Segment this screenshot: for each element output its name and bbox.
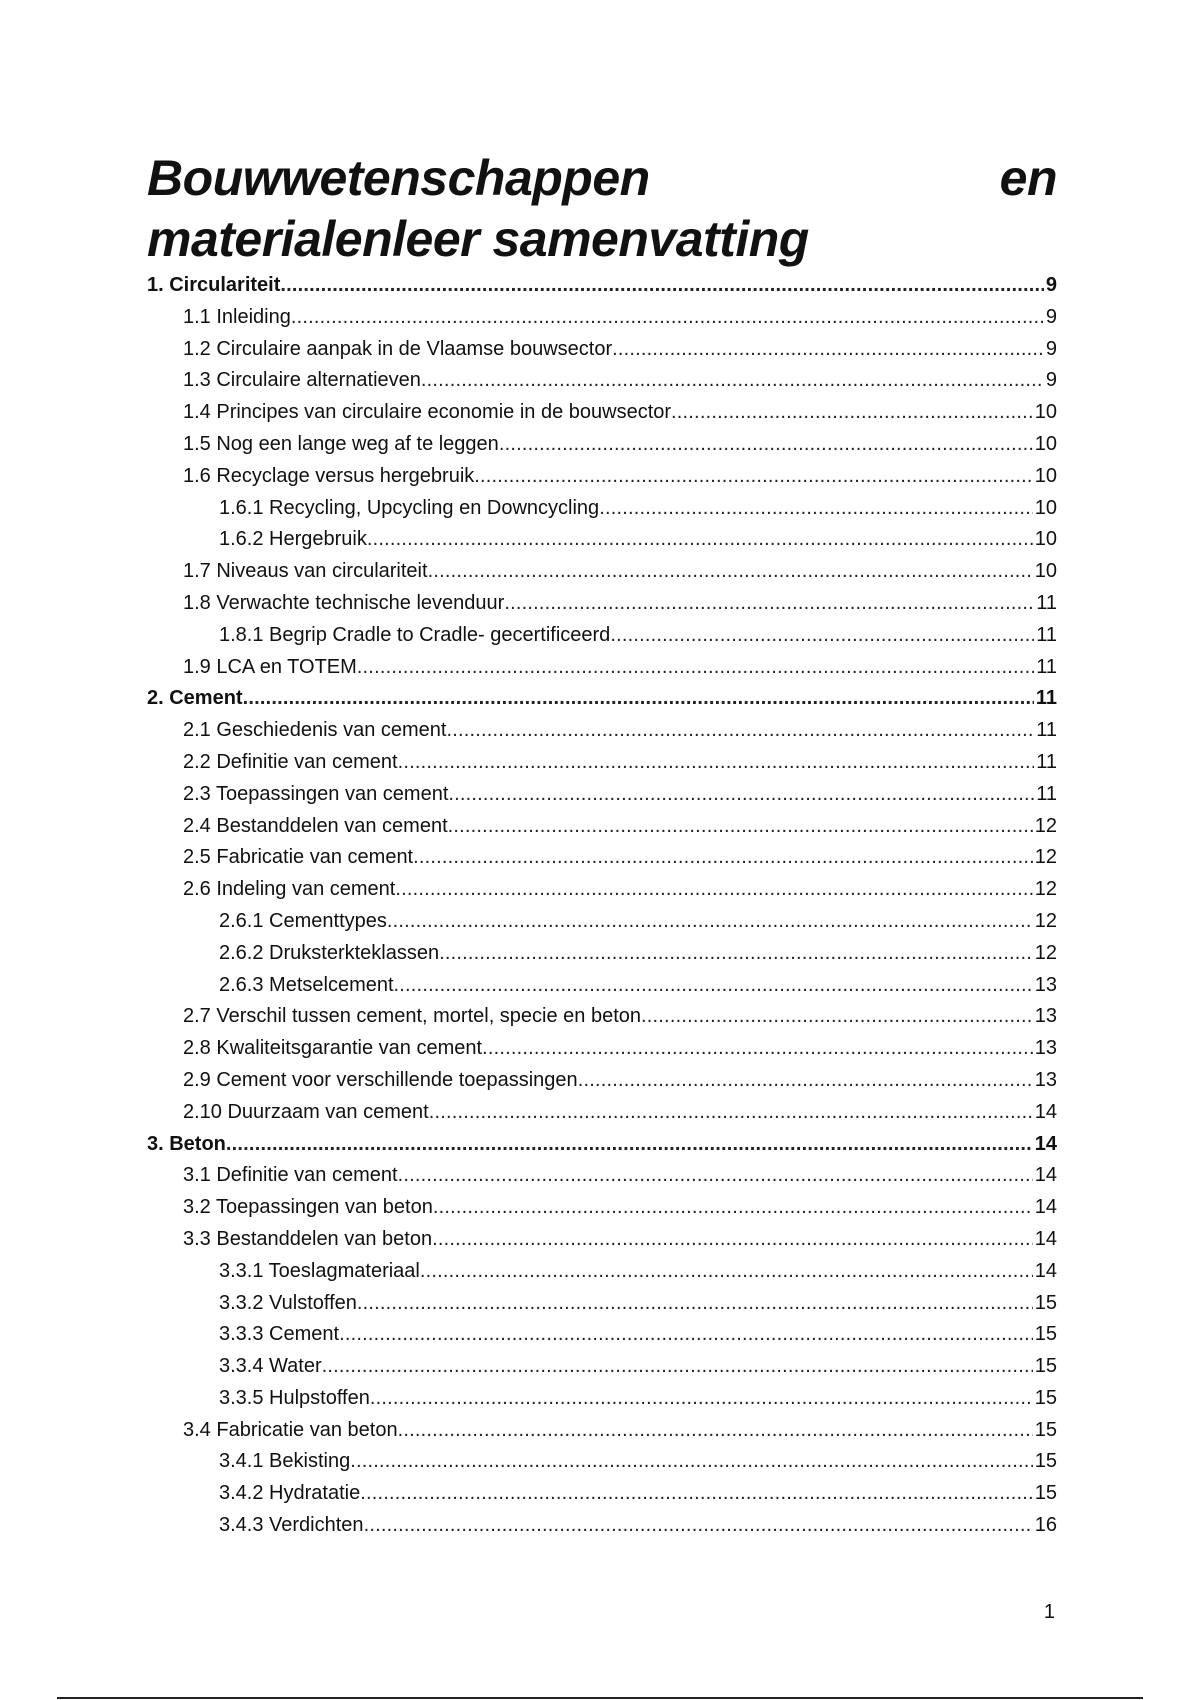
- toc-entry-label: 2.6.2 Druksterkteklassen: [219, 941, 440, 964]
- toc-entry-page: 14: [1034, 1100, 1057, 1123]
- toc-entry-page: 11: [1036, 655, 1057, 678]
- toc-dot-leader: [448, 811, 1033, 843]
- toc-entry[interactable]: [147, 1415, 1057, 1447]
- toc-entry[interactable]: [147, 970, 1057, 1002]
- toc-entry-page: 9: [1045, 274, 1057, 296]
- toc-entry-label: 1.8.1 Begrip Cradle to Cradle- gecertificeerd: [219, 623, 611, 646]
- toc-entry-page: 14: [1034, 1132, 1057, 1155]
- toc-entry-label: 1.2 Circulaire aanpak in de Vlaamse bouwsector: [183, 337, 613, 360]
- toc-entry-page: 15: [1034, 1482, 1057, 1505]
- toc-entry[interactable]: [147, 1256, 1057, 1288]
- toc-entry-label: 2.6.3 Metselcement: [219, 973, 394, 996]
- toc-entry[interactable]: [147, 270, 1057, 302]
- toc-entry-label: 1.7 Niveaus van circulariteit: [183, 560, 428, 583]
- toc-dot-leader: [641, 1001, 1033, 1033]
- toc-entry[interactable]: [147, 588, 1057, 620]
- toc-dot-leader: [350, 1446, 1033, 1478]
- toc-entry-page: 10: [1034, 560, 1057, 583]
- toc-entry[interactable]: [147, 1065, 1057, 1097]
- toc-entry-label: 1.1 Inleiding: [183, 305, 291, 328]
- toc-entry-label: 3.3 Bestanddelen van beton: [183, 1227, 433, 1250]
- toc-entry-label: 3.4 Fabricatie van beton: [183, 1418, 398, 1441]
- toc-dot-leader: [420, 1256, 1033, 1288]
- toc-entry-label: 3.4.1 Bekisting: [219, 1450, 351, 1473]
- toc-entry-page: 11: [1035, 687, 1057, 710]
- toc-entry-page: 11: [1036, 623, 1057, 646]
- toc-entry-label: 3.2 Toepassingen van beton: [183, 1196, 433, 1219]
- toc-entry-page: 11: [1036, 591, 1057, 614]
- toc-entry-page: 13: [1034, 1037, 1057, 1060]
- document-title: [147, 148, 1057, 270]
- toc-dot-leader: [578, 1065, 1033, 1097]
- toc-entry-page: 15: [1034, 1450, 1057, 1473]
- toc-entry[interactable]: [147, 1319, 1057, 1351]
- toc-entry-label: 2.7 Verschil tussen cement, mortel, specie en beton: [183, 1005, 642, 1028]
- toc-dot-leader: [671, 397, 1033, 429]
- toc-entry[interactable]: [147, 1129, 1057, 1161]
- toc-entry-label: 1.9 LCA en TOTEM: [183, 655, 357, 678]
- toc-entry[interactable]: [147, 1510, 1057, 1542]
- toc-entry[interactable]: [147, 1446, 1057, 1478]
- toc-dot-leader: [413, 842, 1033, 874]
- toc-entry-page: 15: [1034, 1386, 1057, 1409]
- toc-entry-page: 14: [1034, 1196, 1057, 1219]
- toc-entry[interactable]: [147, 493, 1057, 525]
- toc-dot-leader: [357, 652, 1034, 684]
- toc-dot-leader: [243, 683, 1034, 715]
- toc-dot-leader: [482, 1033, 1033, 1065]
- toc-entry[interactable]: [147, 429, 1057, 461]
- toc-entry-page: 14: [1034, 1227, 1057, 1250]
- toc-entry[interactable]: [147, 747, 1057, 779]
- toc-entry[interactable]: [147, 779, 1057, 811]
- toc-entry-label: 1.5 Nog een lange weg af te leggen: [183, 432, 499, 455]
- toc-entry[interactable]: [147, 715, 1057, 747]
- toc-dot-leader: [610, 620, 1034, 652]
- toc-entry[interactable]: [147, 811, 1057, 843]
- title-line-1-right: en: [999, 150, 1057, 206]
- toc-entry-label: 2.2 Definitie van cement: [183, 750, 398, 773]
- toc-entry-label: 2.4 Bestanddelen van cement: [183, 814, 448, 837]
- toc-entry-page: 13: [1034, 1068, 1057, 1091]
- toc-entry-page: 12: [1034, 846, 1057, 869]
- toc-entry-label: 3.1 Definitie van cement: [183, 1164, 398, 1187]
- toc-dot-leader: [339, 1319, 1033, 1351]
- toc-entry[interactable]: [147, 302, 1057, 334]
- toc-dot-leader: [429, 1097, 1033, 1129]
- toc-dot-leader: [499, 429, 1033, 461]
- toc-entry[interactable]: [147, 1192, 1057, 1224]
- toc-entry-page: 9: [1045, 369, 1057, 392]
- toc-entry-page: 12: [1034, 909, 1057, 932]
- toc-dot-leader: [612, 334, 1044, 366]
- toc-entry-label: 3.4.3 Verdichten: [219, 1514, 364, 1537]
- toc-entry-page: 9: [1045, 337, 1057, 360]
- toc-dot-leader: [364, 1510, 1033, 1542]
- toc-dot-leader: [360, 1478, 1033, 1510]
- toc-dot-leader: [291, 302, 1044, 334]
- toc-entry-page: 12: [1034, 814, 1057, 837]
- toc-entry-page: 13: [1034, 973, 1057, 996]
- toc-entry-label: 3.3.4 Water: [219, 1355, 322, 1378]
- toc-entry-label: 2.9 Cement voor verschillende toepassingen: [183, 1068, 578, 1091]
- toc-entry-page: 15: [1034, 1418, 1057, 1441]
- page-number: 1: [1043, 1601, 1055, 1623]
- toc-dot-leader: [599, 493, 1033, 525]
- toc-entry[interactable]: [147, 1224, 1057, 1256]
- toc-entry-label: 2.3 Toepassingen van cement: [183, 782, 449, 805]
- toc-entry-label: 2.5 Fabricatie van cement: [183, 846, 414, 869]
- toc-entry-label: 3.3.2 Vulstoffen: [219, 1291, 357, 1314]
- title-line-1: [147, 148, 1057, 209]
- toc-entry[interactable]: [147, 842, 1057, 874]
- toc-entry[interactable]: [147, 397, 1057, 429]
- toc-entry-label: 1.8 Verwachte technische levenduur: [183, 591, 505, 614]
- toc-entry-page: 14: [1034, 1259, 1057, 1282]
- toc-entry[interactable]: [147, 334, 1057, 366]
- toc-entry[interactable]: [147, 1351, 1057, 1383]
- toc-entry[interactable]: [147, 556, 1057, 588]
- toc-dot-leader: [367, 524, 1033, 556]
- toc-entry[interactable]: [147, 461, 1057, 493]
- toc-entry-label: 2.10 Duurzaam van cement: [183, 1100, 429, 1123]
- toc-entry-page: 11: [1036, 719, 1057, 742]
- toc-entry[interactable]: [147, 938, 1057, 970]
- toc-dot-leader: [398, 747, 1035, 779]
- toc-entry[interactable]: [147, 1033, 1057, 1065]
- toc-dot-leader: [433, 1192, 1033, 1224]
- toc-entry[interactable]: [147, 1288, 1057, 1320]
- toc-dot-leader: [439, 938, 1033, 970]
- toc-entry[interactable]: [147, 906, 1057, 938]
- toc-dot-leader: [357, 1288, 1033, 1320]
- toc-entry-page: 10: [1034, 496, 1057, 519]
- toc-entry-page: 10: [1034, 401, 1057, 424]
- toc-entry-page: 9: [1045, 305, 1057, 328]
- toc-entry-label: 2.6 Indeling van cement: [183, 878, 396, 901]
- toc-entry-page: 15: [1034, 1323, 1057, 1346]
- toc-entry[interactable]: [147, 620, 1057, 652]
- toc-entry-page: 12: [1034, 941, 1057, 964]
- toc-dot-leader: [280, 270, 1043, 302]
- toc-entry[interactable]: [147, 1160, 1057, 1192]
- toc-entry[interactable]: [147, 652, 1057, 684]
- toc-entry[interactable]: [147, 1478, 1057, 1510]
- toc-entry[interactable]: [147, 524, 1057, 556]
- toc-entry-page: 10: [1034, 464, 1057, 487]
- toc-entry[interactable]: [147, 1097, 1057, 1129]
- toc-dot-leader: [398, 1160, 1033, 1192]
- toc-entry-label: 1.3 Circulaire alternatieven: [183, 369, 421, 392]
- toc-entry[interactable]: [147, 683, 1057, 715]
- toc-entry[interactable]: [147, 874, 1057, 906]
- toc-dot-leader: [370, 1383, 1033, 1415]
- toc-entry-label: 2.6.1 Cementtypes: [219, 909, 387, 932]
- toc-entry-page: 15: [1034, 1291, 1057, 1314]
- toc-entry[interactable]: [147, 1001, 1057, 1033]
- toc-entry-label: 1.4 Principes van circulaire economie in de bouwsector: [183, 401, 672, 424]
- toc-entry-label: 3.4.2 Hydratatie: [219, 1482, 361, 1505]
- toc-entry[interactable]: [147, 1383, 1057, 1415]
- toc-dot-leader: [448, 779, 1034, 811]
- toc-entry-page: 13: [1034, 1005, 1057, 1028]
- toc-entry[interactable]: [147, 365, 1057, 397]
- toc-entry-label: 2.1 Geschiedenis van cement: [183, 719, 447, 742]
- toc-entry-page: 11: [1036, 750, 1057, 773]
- toc-entry-label: 1. Circulariteit: [147, 274, 281, 296]
- toc-entry-label: 3.3.3 Cement: [219, 1323, 340, 1346]
- toc-dot-leader: [447, 715, 1035, 747]
- toc-dot-leader: [226, 1129, 1033, 1161]
- toc-entry-label: 1.6.1 Recycling, Upcycling en Downcycling: [219, 496, 600, 519]
- toc-dot-leader: [398, 1415, 1033, 1447]
- title-line-1-left: Bouwwetenschappen: [147, 150, 650, 206]
- toc-dot-leader: [322, 1351, 1033, 1383]
- toc-entry-page: 16: [1034, 1514, 1057, 1537]
- toc-dot-leader: [395, 874, 1032, 906]
- toc-dot-leader: [504, 588, 1034, 620]
- table-of-contents: [147, 270, 1057, 1542]
- toc-entry-page: 12: [1034, 878, 1057, 901]
- footer-divider: [57, 1697, 1143, 1699]
- toc-entry-page: 10: [1034, 528, 1057, 551]
- toc-dot-leader: [432, 1224, 1033, 1256]
- toc-entry-label: 3. Beton: [147, 1132, 226, 1155]
- toc-entry-page: 15: [1034, 1355, 1057, 1378]
- toc-entry-label: 2.8 Kwaliteitsgarantie van cement: [183, 1037, 483, 1060]
- toc-entry-page: 10: [1034, 432, 1057, 455]
- toc-entry-label: 3.3.1 Toeslagmateriaal: [219, 1259, 420, 1282]
- toc-entry-page: 11: [1036, 782, 1057, 805]
- toc-dot-leader: [387, 906, 1033, 938]
- toc-entry-page: 14: [1034, 1164, 1057, 1187]
- title-line-2: materialenleer samenvatting: [147, 211, 809, 267]
- toc-entry-label: 1.6.2 Hergebruik: [219, 528, 367, 551]
- toc-entry-label: 2. Cement: [147, 687, 243, 710]
- toc-entry-label: 1.6 Recyclage versus hergebruik: [183, 464, 475, 487]
- toc-dot-leader: [421, 365, 1044, 397]
- toc-entry-label: 3.3.5 Hulpstoffen: [219, 1386, 370, 1409]
- toc-dot-leader: [474, 461, 1032, 493]
- toc-dot-leader: [394, 970, 1033, 1002]
- toc-dot-leader: [428, 556, 1033, 588]
